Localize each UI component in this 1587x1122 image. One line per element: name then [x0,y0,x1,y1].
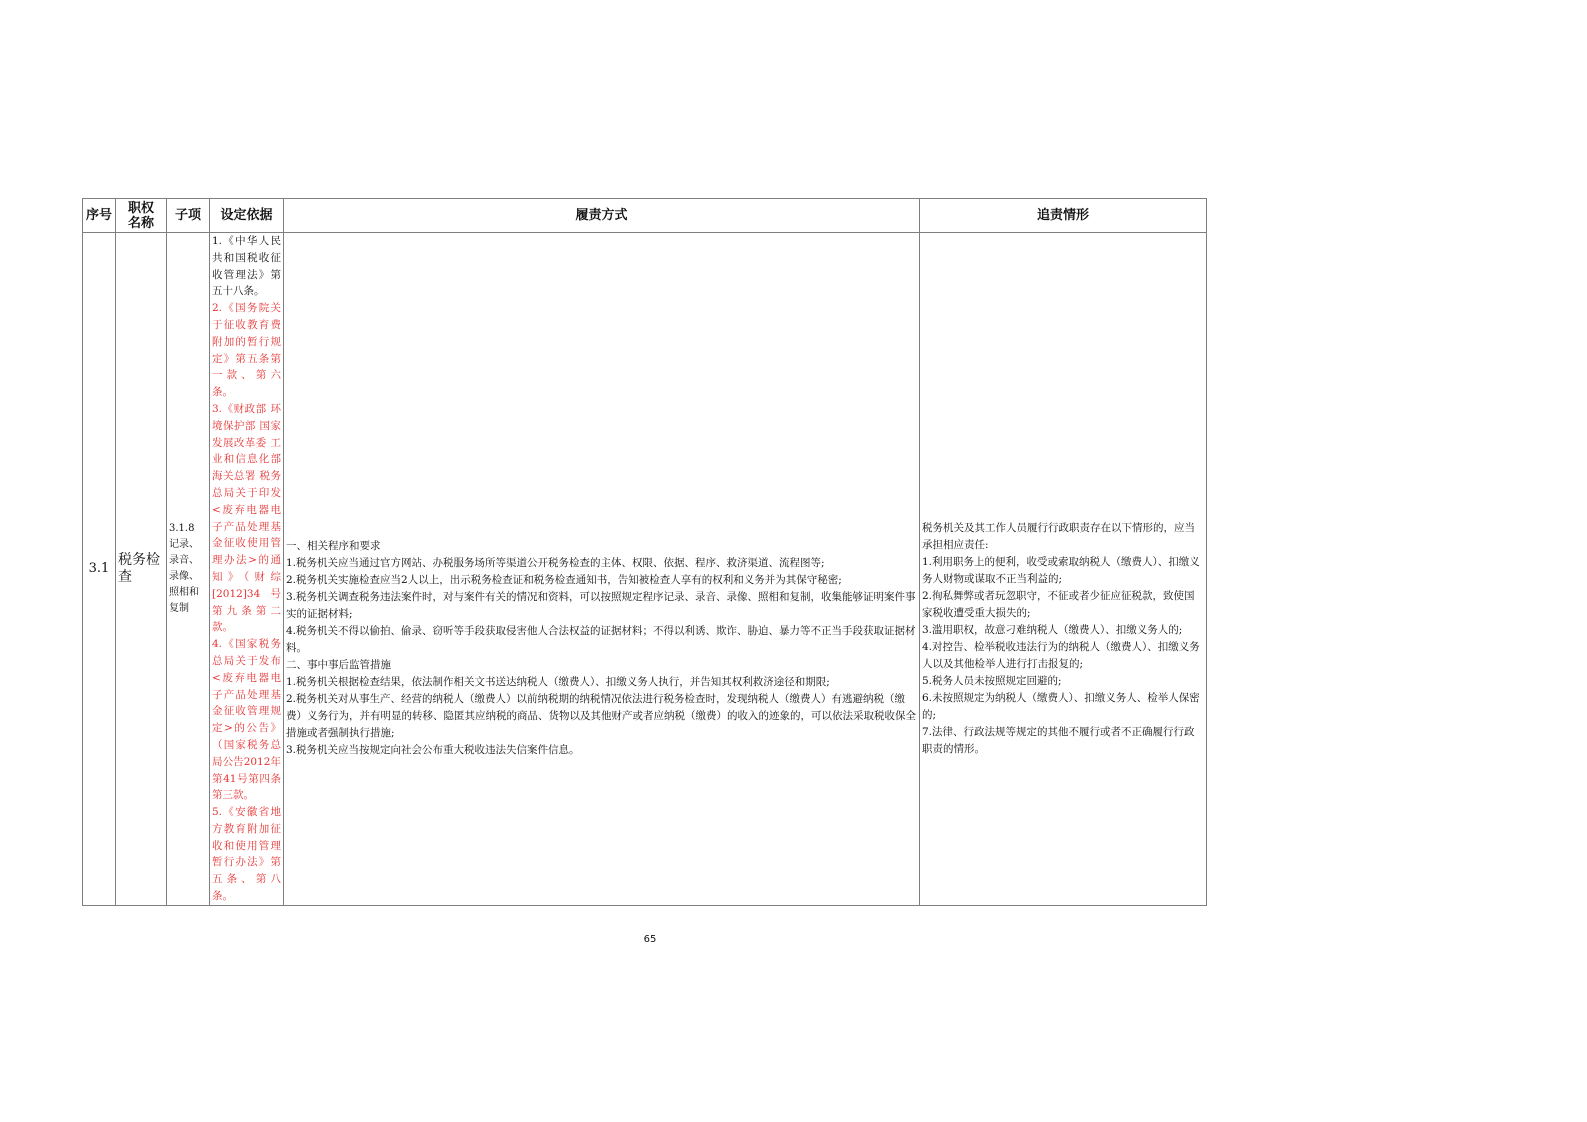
header-name: 职权名称 [116,199,167,233]
acc-line: 3.滥用职权，故意刁难纳税人（缴费人）、扣缴义务人的; [922,623,1183,636]
row-duty [284,233,920,906]
authority-table [82,198,1207,906]
row-sub: 3.1.8 记录、录音、录像、照相和复制 [167,233,210,906]
duty-line: 3.税务机关应当按规定向社会公布重大税收违法失信案件信息。 [286,744,580,757]
duty-line: 1.税务机关应当通过官方网站、办税服务场所等渠道公开税务检查的主体、权限、依据、程序、救济渠道、流程图等; [286,557,825,570]
header-sub: 子项 [167,199,210,233]
duty-line: 2.税务机关对从事生产、经营的纳税人（缴费人）以前纳税期的纳税情况依法进行税务检查时，发现纳税人（缴费人）有逃避纳税（缴费）义务行为，并有明显的转移、隐匿其应纳税的商品、货物以及其他财产或者应纳税（缴费）的收入的迹象的，可以依法采取税收保全措施或者强制执行措施; [286,693,916,740]
row-name: 税务检查 [116,233,167,906]
row-basis [210,233,284,906]
basis-item: 2.《国务院关于征收教育费附加的暂行规定》第五条第一款、第六条。 [212,302,281,399]
table-row [83,233,1207,906]
acc-line: 2.徇私舞弊或者玩忽职守，不征或者少征应征税款，致使国家税收遭受重大损失的; [922,589,1195,619]
basis-item: 3.《财政部 环境保护部 国家发展改革委 工业和信息化部 海关总署 税务总局关于印发<废弃电器电子产品处理基金征收使用管理办法>的通知》（财综[2012]34号第九条第二款。 [212,402,281,634]
duty-line: 3.税务机关调查税务违法案件时，对与案件有关的情况和资料，可以按照规定程序记录、录音、录像、照相和复制，收集能够证明案件事实的证据材料; [286,591,916,621]
header-no: 序号 [83,199,116,233]
acc-line: 7.法律、行政法规等规定的其他不履行或者不正确履行行政职责的情形。 [922,725,1195,755]
acc-line: 5.税务人员未按照规定回避的; [922,674,1062,687]
basis-item: 4.《国家税务总局关于发布<废弃电器电子产品处理基金征收管理规定>的公告》（国家税务总局公告2012年第41号第四条第三款。 [212,638,281,802]
basis-item: 5.《安徽省地方教育附加征收和使用管理暂行办法》第五条、第八条。 [212,806,281,903]
duty-line: 2.税务机关实施检查应当2人以上，出示税务检查证和税务检查通知书，告知被检查人享有的权利和义务并为其保守秘密; [286,574,842,587]
acc-line: 1.利用职务上的便利，收受或索取纳税人（缴费人）、扣缴义务人财物或谋取不正当利益的; [922,555,1200,585]
duty-line: 二、事中事后监管措施 [286,659,391,672]
basis-item: 1.《中华人民共和国税收征收管理法》第五十八条。 [212,235,281,298]
duty-line: 1.税务机关根据检查结果，依法制作相关文书送达纳税人（缴费人）、扣缴义务人执行，并告知其权利救济途径和期限; [286,676,830,689]
header-accountability: 追责情形 [920,199,1207,233]
duty-line: 4.税务机关不得以偷拍、偷录、窃听等手段获取侵害他人合法权益的证据材料；不得以利诱、欺诈、胁迫、暴力等不正当手段获取证据材料。 [286,625,916,655]
header-basis: 设定依据 [210,199,284,233]
acc-line: 6.未按照规定为纳税人（缴费人）、扣缴义务人、检举人保密的; [922,691,1200,721]
acc-line: 4.对控告、检举税收违法行为的纳税人（缴费人）、扣缴义务人以及其他检举人进行打击报复的; [922,640,1200,670]
header-duty: 履责方式 [284,199,920,233]
header-row [83,199,1207,233]
duty-line: 一、相关程序和要求 [286,540,381,553]
row-no: 3.1 [83,233,116,906]
acc-line: 税务机关及其工作人员履行行政职责存在以下情形的，应当承担相应责任: [922,521,1195,551]
row-accountability [920,233,1207,906]
page-number: 65 [643,934,657,945]
